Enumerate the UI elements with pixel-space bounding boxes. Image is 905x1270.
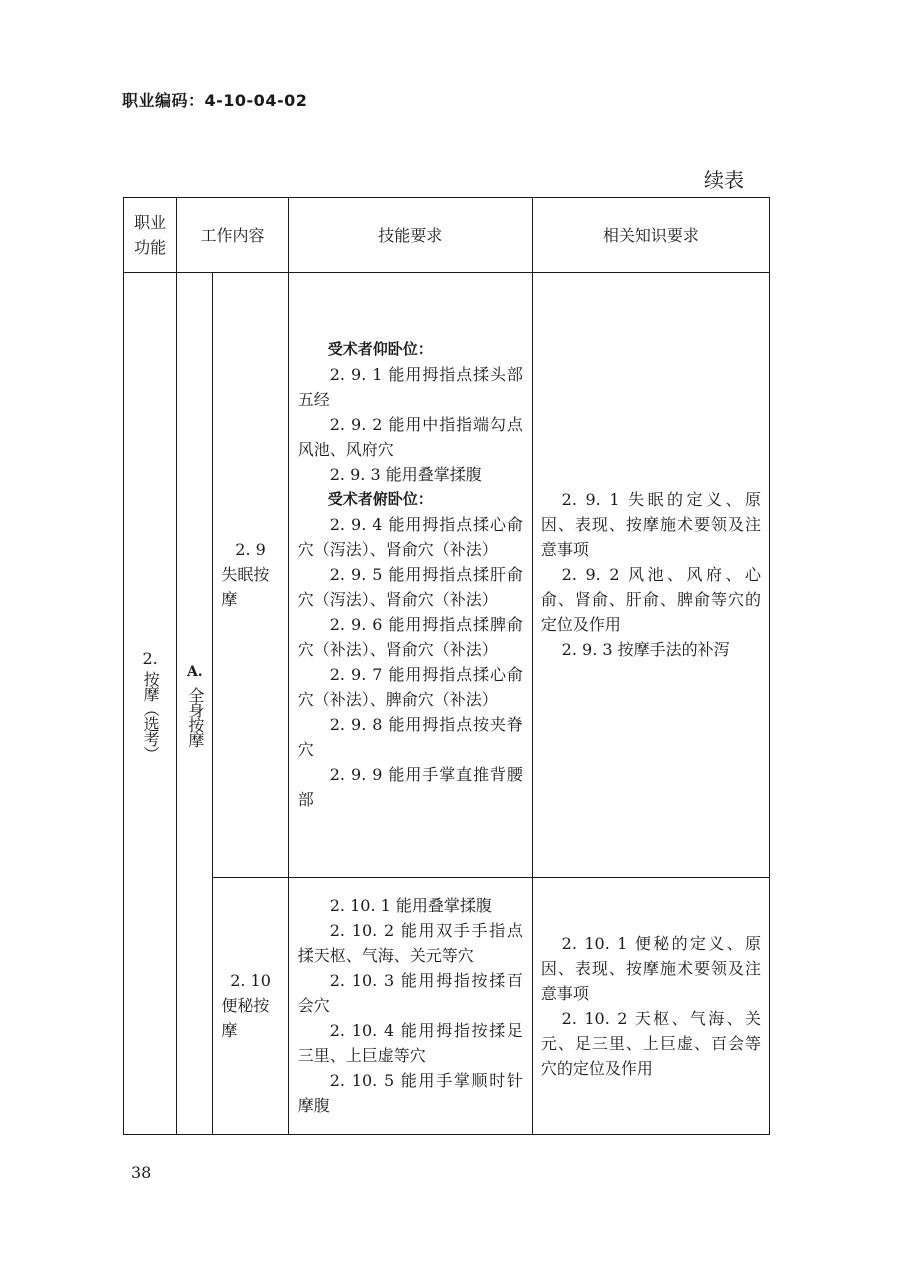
knowledge-item: 2. 10. 1 便秘的定义、原因、表现、按摩施术要领及注意事项 xyxy=(540,933,761,1003)
skill-item: 2. 10. 5 能用手掌顺时针摩腹 xyxy=(297,1071,523,1116)
knowledge-item: 2. 9. 2 风池、风府、心俞、肾俞、肝俞、脾俞等穴的定位及作用 xyxy=(540,565,761,635)
header-function: 职业 功能 xyxy=(124,198,177,273)
skill-item: 2. 9. 1 能用拇指点揉头部五经 xyxy=(297,365,523,410)
table-row xyxy=(124,877,770,1134)
skill-item: 2. 9. 2 能用中指指端勾点风池、风府穴 xyxy=(297,415,523,460)
table-header-row xyxy=(124,198,770,273)
page-number: 38 xyxy=(131,1163,152,1182)
skill-item: 2. 10. 1 能用叠掌揉腹 xyxy=(329,896,492,916)
position-heading: 受术者仰卧位： xyxy=(327,340,433,359)
position-heading: 受术者俯卧位： xyxy=(327,490,433,509)
occupation-code: 职业编码：4-10-04-02 xyxy=(122,91,308,110)
skill-item: 2. 9. 5 能用拇指点揉肝俞穴（泻法）、肾俞穴（补法） xyxy=(297,565,523,610)
skill-item: 2. 10. 3 能用拇指按揉百会穴 xyxy=(297,971,523,1016)
knowledge-item: 2. 10. 2 天枢、气海、关元、足三里、上巨虚、百会等穴的定位及作用 xyxy=(540,1008,761,1078)
work-title: 便秘按摩 xyxy=(221,996,270,1041)
skill-item: 2. 10. 4 能用拇指按揉足三里、上巨虚等穴 xyxy=(297,1021,523,1066)
skill-item: 2. 9. 6 能用拇指点揉脾俞穴（补法）、肾俞穴（补法） xyxy=(297,615,523,660)
function-number: 2. xyxy=(142,649,158,669)
knowledge-cell-insomnia xyxy=(532,273,769,878)
skill-item: 2. 9. 9 能用手掌直推背腰部 xyxy=(297,765,523,810)
sub-function-label: A. xyxy=(186,664,203,681)
skill-item: 2. 10. 2 能用双手手指点揉天枢、气海、关元等穴 xyxy=(297,921,523,966)
work-cell-insomnia xyxy=(213,273,288,878)
function-text: 按摩（选考） xyxy=(141,671,161,762)
skill-requirements-table xyxy=(123,197,770,1135)
knowledge-item: 2. 9. 3 按摩手法的补泻 xyxy=(561,640,730,660)
knowledge-item: 2. 9. 1 失眠的定义、原因、表现、按摩施术要领及注意事项 xyxy=(540,490,761,560)
function-cell xyxy=(124,273,177,1135)
skill-item: 2. 9. 8 能用拇指点按夹脊穴 xyxy=(297,715,523,760)
header-work: 工作内容 xyxy=(177,198,289,273)
work-number: 2. 10 xyxy=(230,971,271,991)
work-number: 2. 9 xyxy=(235,540,266,560)
skill-item: 2. 9. 4 能用拇指点揉心俞穴（泻法）、肾俞穴（补法） xyxy=(297,515,523,560)
continued-label: 续表 xyxy=(704,168,744,192)
header-knowledge: 相关知识要求 xyxy=(532,198,769,273)
work-cell-constipation xyxy=(213,877,288,1134)
skill-item: 2. 9. 3 能用叠掌揉腹 xyxy=(329,465,482,485)
skills-cell-insomnia xyxy=(288,273,532,878)
skills-cell-constipation xyxy=(288,877,532,1134)
sub-function-text: 全身按摩 xyxy=(185,687,205,748)
work-title: 失眠按摩 xyxy=(221,565,270,610)
table-row xyxy=(124,273,770,878)
knowledge-cell-constipation xyxy=(532,877,769,1134)
sub-function-cell xyxy=(177,273,213,1135)
skill-item: 2. 9. 7 能用拇指点揉心俞穴（补法）、脾俞穴（补法） xyxy=(297,665,523,710)
header-skill: 技能要求 xyxy=(288,198,532,273)
